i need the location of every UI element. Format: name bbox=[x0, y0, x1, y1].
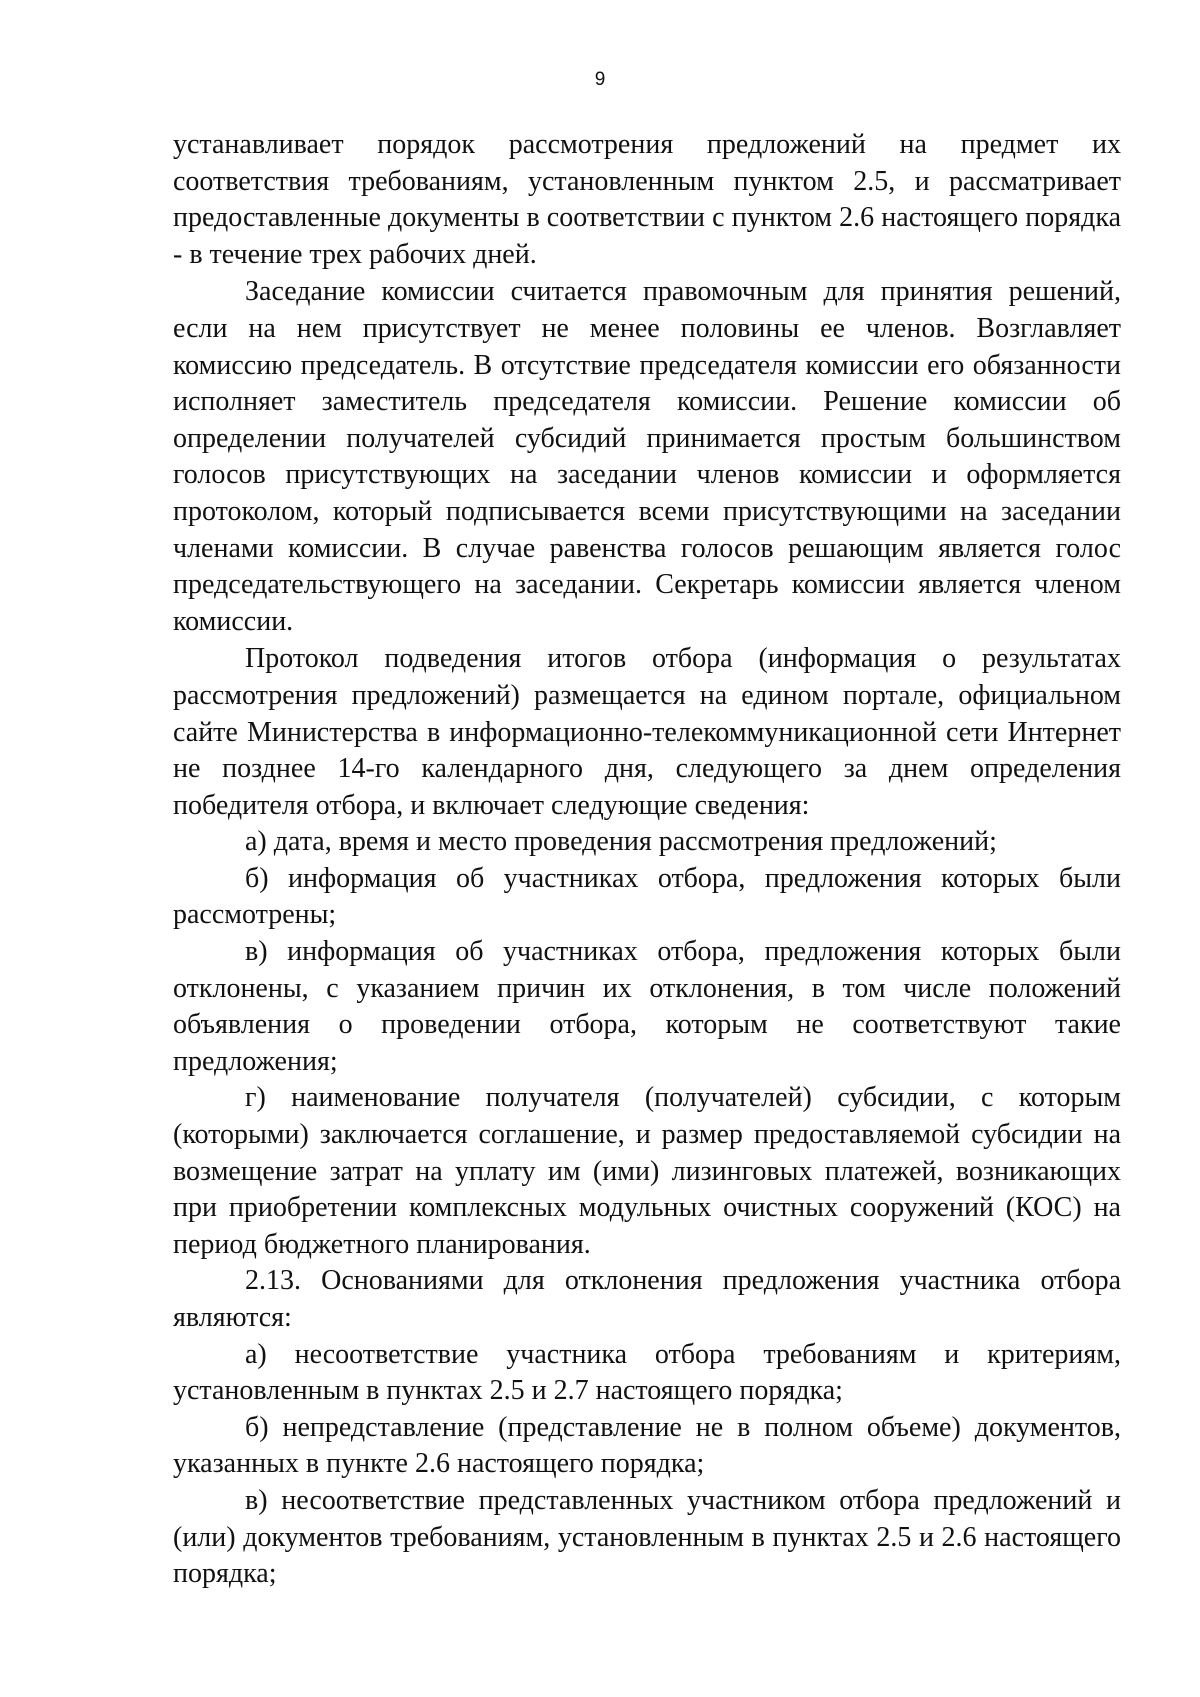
list-item-a-noncompliance: а) несоответствие участника отбора требованиям и критериям, установленным в пунктах 2.5 и 2.7 настоящего порядка; bbox=[173, 1338, 1121, 1407]
list-item-v-rejected: в) информация об участниках отбора, предложения которых были отклонены, с указанием причин их отклонения, в том числе положений объявления о проведении отбора, которым не соответствуют такие предложения; bbox=[173, 936, 1121, 1077]
list-item-g-recipient: г) наименование получателя (получателей) субсидии, с которым (которыми) заключается соглашение, и размер предоставляемой субсидии на возмещение затрат на уплату им (ими) лизинговых платежей, возникающих при приобретении комплексных модульных очистных сооружений (КОС) на период бюджетного планирования. bbox=[173, 1082, 1121, 1260]
paragraph-commission-meeting: Заседание комиссии считается правомочным для принятия решений, если на нем присутствует не менее половины ее членов. Возглавляет комиссию председатель. В отсутствие председателя комиссии его обязанности исполняет заместитель председателя комиссии. Решение комиссии об определении получателей субсидий принимается простым большинством голосов присутствующих на заседании членов комиссии и оформляется протоколом, который подписывается всеми присутствующими на заседании членами комиссии. В случае равенства голосов решающим является голос председательствующего на заседании. Секретарь комиссии является членом комиссии. bbox=[173, 276, 1121, 637]
list-item-v-documents: в) несоответствие представленных участником отбора предложений и (или) документов требованиям, установленным в пунктах 2.5 и 2.6 настоящего порядка; bbox=[173, 1484, 1121, 1590]
paragraph-protocol: Протокол подведения итогов отбора (информация о результатах рассмотрения предложений) размещается на едином портале, официальном сайте Министерства в информационно-телекоммуникационной сети Интернет не позднее 14-го календарного дня, следующего за днем определения победителя отбора, и включает следующие сведения: bbox=[173, 643, 1121, 821]
list-item-a-date: а) дата, время и место проведения рассмотрения предложений; bbox=[245, 826, 997, 858]
section-2-13: 2.13. Основаниями для отклонения предложения участника отбора являются: bbox=[173, 1265, 1121, 1333]
list-item-b-considered: б) информация об участниках отбора, предложения которых были рассмотрены; bbox=[173, 862, 1121, 931]
page-number: 9 bbox=[594, 69, 606, 90]
paragraph-continuation: устанавливает порядок рассмотрения предложений на предмет их соответствия требованиям, установленным пунктом 2.5, и рассматривает предоставленные документы в соответствии с пунктом 2.6 настоящего порядка - в течение трех рабочих дней. bbox=[173, 129, 1121, 270]
document-body bbox=[173, 127, 1121, 1593]
list-item-b-nonsubmission: б) непредставление (представление не в полном объеме) документов, указанных в пункте 2.6 настоящего порядка; bbox=[173, 1411, 1121, 1480]
